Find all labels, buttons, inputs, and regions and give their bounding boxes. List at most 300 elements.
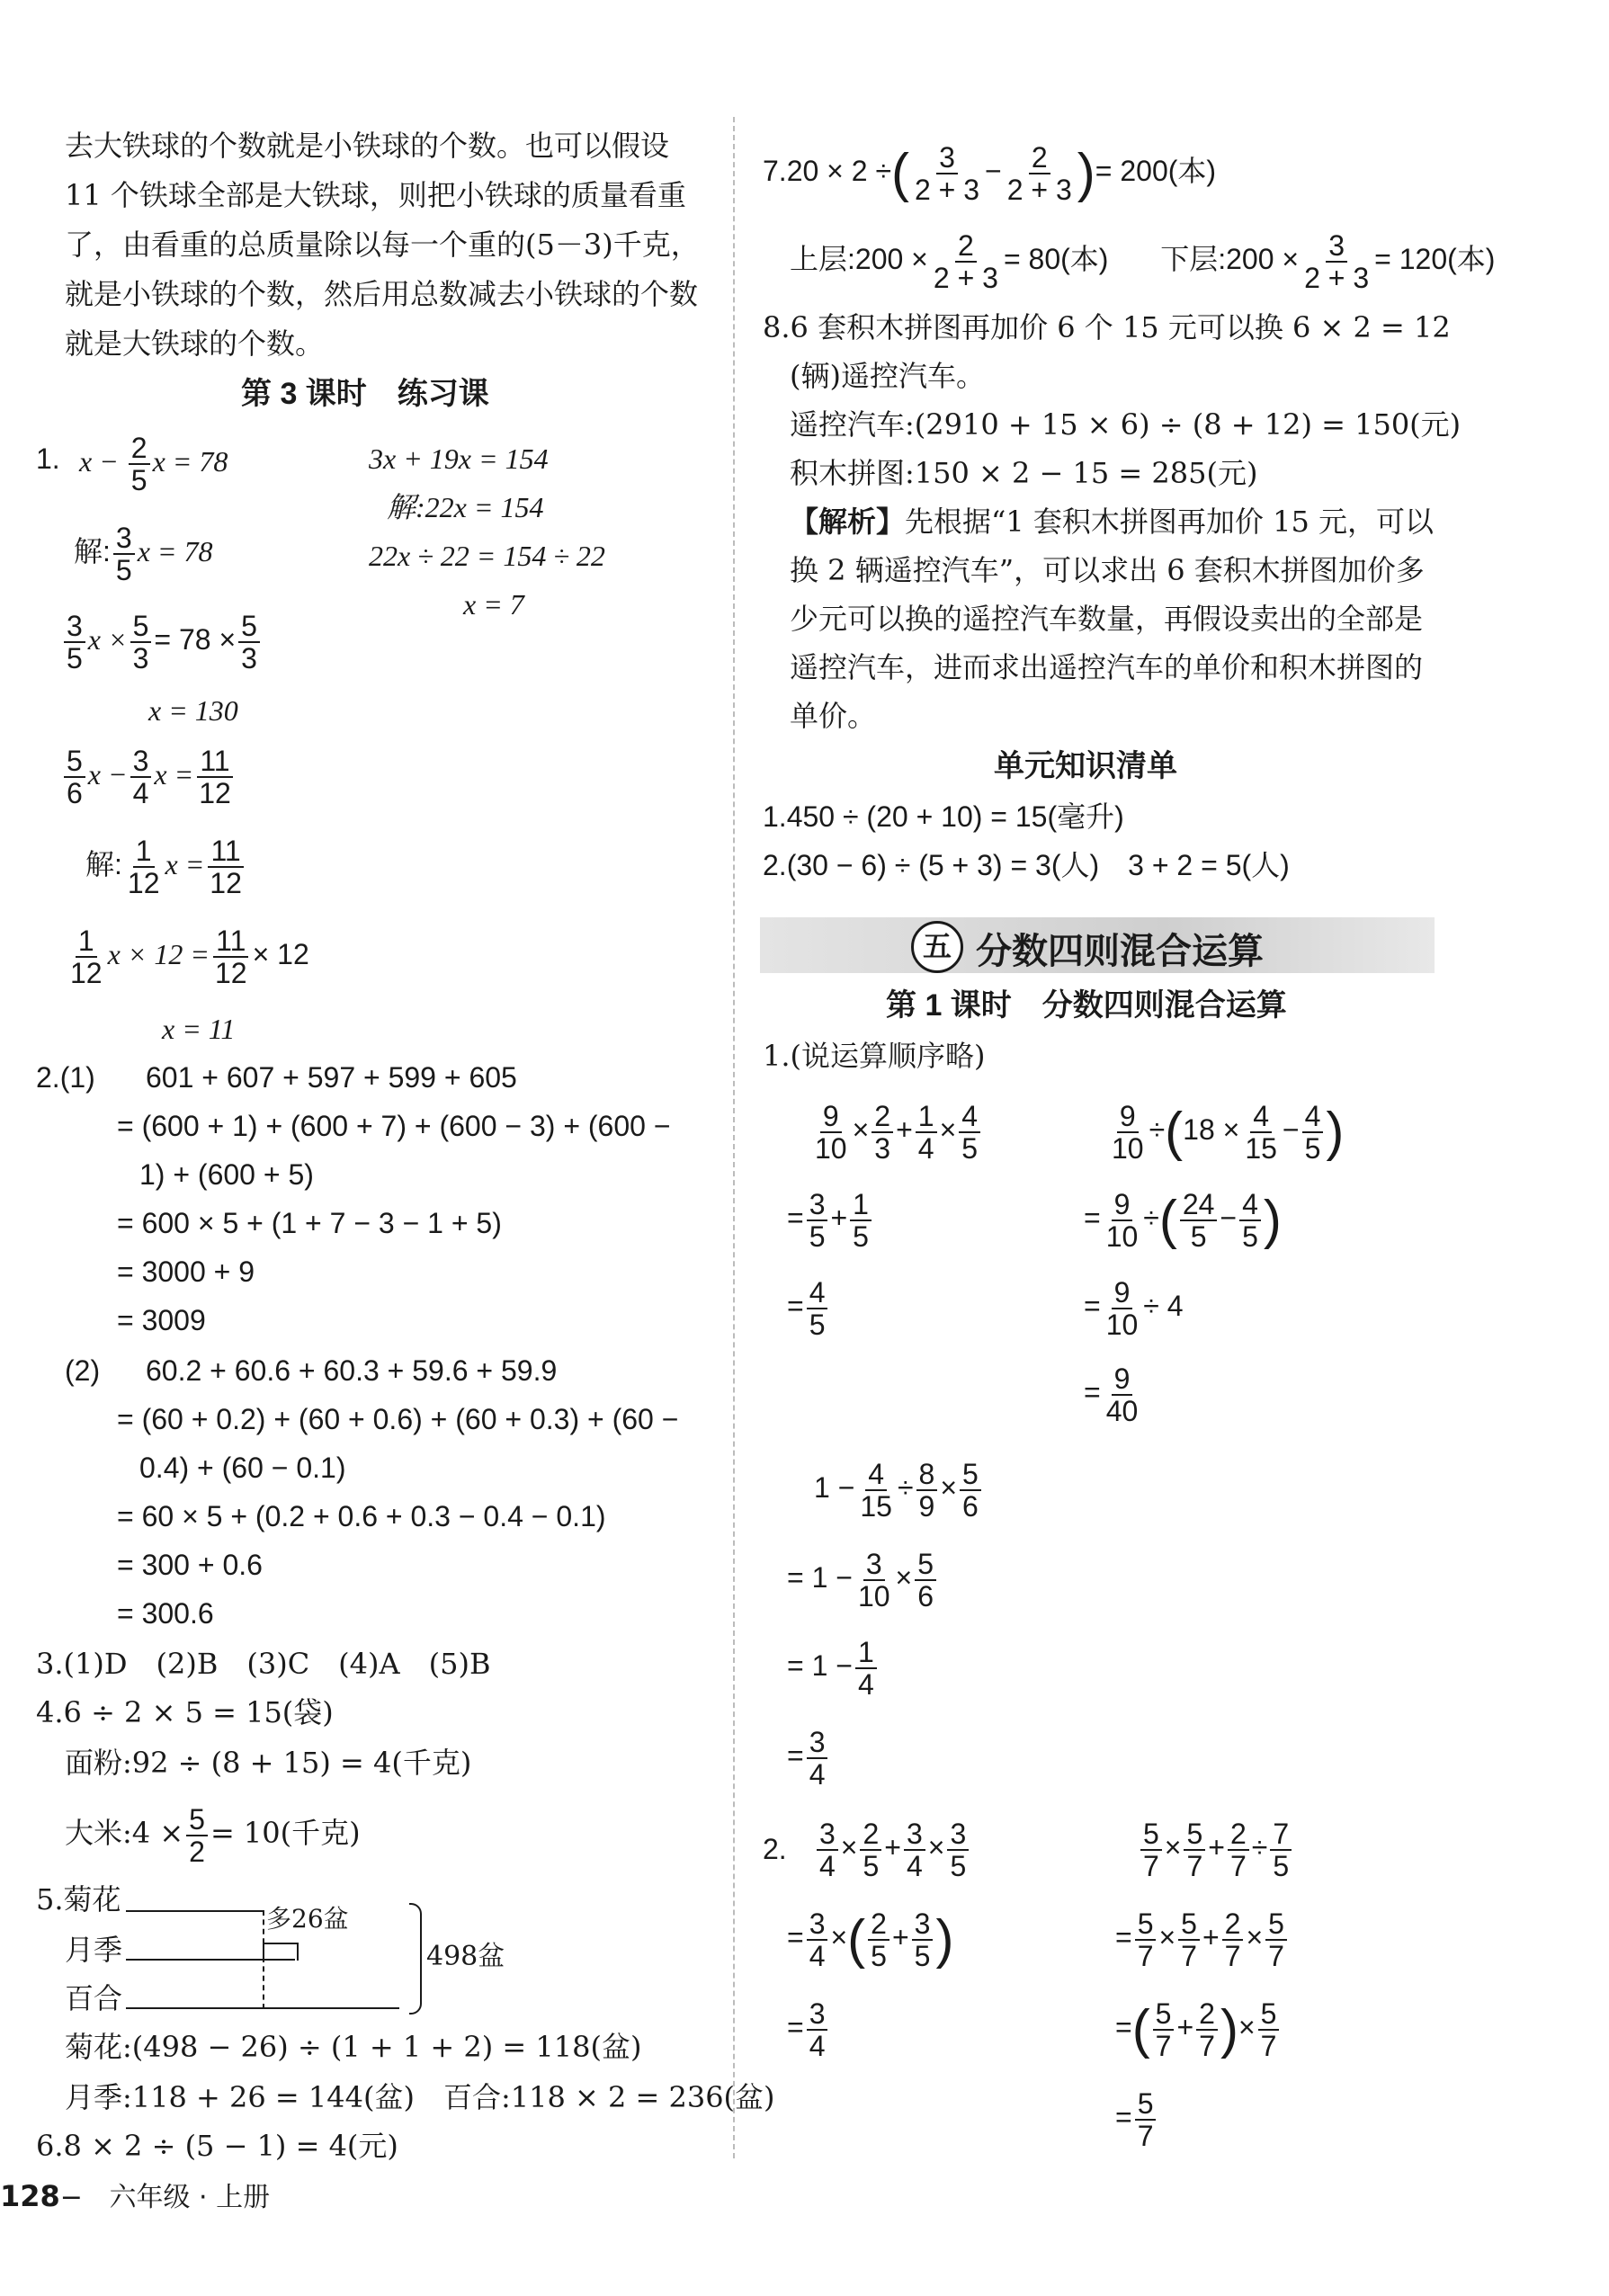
analysis-line-3: 少元可以换的遥控汽车数量，再假设卖出的全部是	[790, 602, 1424, 636]
grade-label: 六年级 · 上册	[109, 2182, 271, 2213]
fraction	[1258, 1998, 1280, 2061]
r1a-eq1: $\frac{9}{10}$ × $\frac{2}{3}$ + $\frac{1}{4}$ × $\frac{4}{5}$	[809, 1095, 983, 1164]
fraction	[1178, 1908, 1200, 1971]
q2b-line6: = 300.6	[117, 1597, 214, 1630]
unit-title: 分数四则混合运算	[976, 931, 1264, 972]
fraction-num: 3	[904, 1818, 925, 1851]
fraction	[959, 1101, 980, 1164]
fraction	[807, 1277, 828, 1340]
paren-open: (	[847, 1908, 866, 1970]
fraction	[947, 1818, 969, 1881]
q6-line: 6.8 × 2 ÷ (5 − 1) = 4(元)	[36, 2129, 398, 2163]
fraction-num: 11	[208, 835, 243, 868]
fraction	[807, 1908, 828, 1971]
intro-line-5: 就是大铁球的个数。	[65, 326, 325, 361]
r2b-eq2: = $\frac{5}{7}$ × $\frac{5}{7}$ + $\frac{2}{7}$ × $\frac{5}{7}$	[1115, 1903, 1290, 1971]
q2b-line4: = 60 × 5 + (0.2 + 0.6 + 0.3 − 0.4 − 0.1)	[117, 1500, 606, 1532]
fraction-den: 3	[241, 641, 257, 675]
q5-total-brace	[409, 1903, 422, 2015]
fraction-den: 5	[1190, 1219, 1207, 1253]
q7-line2	[790, 225, 1495, 293]
fraction	[860, 1818, 881, 1881]
fraction	[807, 1998, 828, 2061]
fraction	[1196, 1998, 1218, 2061]
fraction-num: 2	[1029, 142, 1050, 174]
fraction-num: 5	[1140, 1818, 1162, 1851]
q7-up: 上层:200 ×	[790, 243, 928, 275]
fraction-den: 7	[1143, 1849, 1159, 1882]
fraction-num: 3	[1326, 230, 1347, 263]
r1c-pre: 1 −	[814, 1471, 855, 1504]
q1c-result: x = 11	[162, 1013, 236, 1045]
fraction-num: 4	[865, 1459, 887, 1491]
fraction-den: 7	[1186, 1849, 1203, 1882]
q5-total: 498盆	[426, 1941, 505, 1972]
fraction	[1135, 2088, 1157, 2151]
fraction-num: 5	[238, 611, 260, 643]
fraction	[1135, 1908, 1157, 1971]
q1a-eq3	[61, 608, 263, 674]
fraction-den: 5	[809, 1308, 826, 1341]
q1b-line4: x = 7	[463, 588, 524, 621]
fraction-den: 4	[132, 776, 149, 809]
fraction-num: 1	[133, 835, 155, 868]
r1c-eq1: 1 − $\frac{4}{15}$ ÷ $\frac{8}{9}$ × $\frac{5}{6}$	[814, 1453, 984, 1522]
fraction-num: 3	[936, 142, 958, 174]
r1a-eq3: = $\frac{4}{5}$	[787, 1272, 830, 1340]
q1c-tail: × 12	[252, 938, 309, 970]
fraction-den: 12	[199, 776, 231, 809]
knowledge-item-2: 2.(30 − 6) ÷ (5 + 3) = 3(人) 3 + 2 = 5(人)	[763, 849, 1290, 881]
fraction-den: 4	[809, 1939, 826, 1972]
analysis-line-1	[790, 504, 1434, 540]
q4-line3	[65, 1799, 361, 1867]
analysis-tag: 【解析】	[790, 505, 906, 539]
fraction-num: 3	[863, 1549, 885, 1581]
q1a-eq2	[74, 520, 213, 585]
fraction-den: 4	[906, 1849, 923, 1882]
fraction-num: 9	[1112, 1277, 1133, 1309]
fraction-den: 10	[1105, 1308, 1139, 1341]
fraction	[212, 925, 250, 988]
fraction-den: 5	[853, 1219, 869, 1253]
fraction	[904, 1818, 925, 1881]
fraction-num: 1	[916, 1101, 937, 1133]
column-divider	[733, 117, 735, 2158]
fraction-num: 8	[916, 1459, 938, 1491]
fraction	[1140, 1818, 1162, 1881]
fraction-num: 3	[947, 1818, 969, 1851]
fraction-den: 2 + 3	[1304, 261, 1370, 294]
intro-line-4: 就是小铁球的个数，然后用总数减去小铁球的个数	[65, 277, 699, 311]
fraction-num: 7	[1270, 1818, 1292, 1851]
page-number: 128	[0, 2179, 60, 2213]
q2a-line2: = (600 + 1) + (600 + 7) + (600 − 3) + (600 −	[117, 1110, 671, 1142]
fraction	[1301, 230, 1372, 293]
r2b-eq4: = $\frac{5}{7}$	[1115, 2083, 1158, 2151]
fraction	[850, 1189, 872, 1252]
q7-line1	[763, 137, 1216, 208]
fraction-num: 5	[1153, 1998, 1175, 2031]
fraction-den: 4	[917, 1131, 934, 1165]
paren-close: )	[1326, 1101, 1345, 1162]
fraction-num: 2	[129, 433, 150, 465]
fraction-num: 2	[955, 230, 977, 263]
q1b-line1: 3x + 19x = 154	[369, 442, 549, 475]
q1a-e3a: x ×	[87, 623, 128, 656]
fraction-den: 10	[815, 1131, 847, 1165]
page-footer	[0, 2175, 270, 2214]
fraction-den: 2 + 3	[1006, 173, 1072, 206]
fraction	[125, 835, 163, 898]
fraction-den: 5	[863, 1849, 880, 1882]
fraction-num: 11	[213, 925, 248, 958]
fraction-den: 5	[67, 641, 83, 675]
q1a-e2b: x = 78	[137, 535, 213, 567]
fraction-num: 11	[197, 746, 232, 778]
fraction	[1242, 1101, 1280, 1164]
fraction-den: 7	[1224, 1939, 1241, 1972]
fraction	[916, 1101, 937, 1164]
fraction-num: 3	[807, 1189, 828, 1221]
fraction-den: 7	[1260, 2029, 1277, 2062]
q2-label: 2.(1)	[36, 1061, 95, 1094]
fraction	[1184, 1818, 1205, 1881]
fraction-num: 5	[186, 1804, 208, 1836]
q2a-line4: = 600 × 5 + (1 + 7 − 3 − 1 + 5)	[117, 1207, 502, 1239]
q1a-result: x = 130	[148, 694, 238, 727]
fraction	[868, 1908, 889, 1971]
q1a-e1: x −	[79, 445, 126, 478]
fraction-num: 4	[807, 1277, 828, 1309]
q7-a: 7.20 × 2 ÷	[763, 155, 891, 187]
fraction-num: 3	[807, 1908, 828, 1941]
fraction	[1109, 1101, 1147, 1164]
fraction-num: 3	[817, 1818, 838, 1851]
q5-bar-juhua	[126, 1910, 263, 1912]
q1c-mid: x −	[87, 758, 128, 791]
r1b-eq4: = $\frac{9}{40}$	[1084, 1358, 1143, 1426]
fraction-den: 10	[1105, 1219, 1139, 1253]
q1c-mid4: x × 12 =	[107, 938, 210, 970]
q2b-label: (2)	[65, 1354, 101, 1387]
fraction-num: 5	[1265, 1908, 1287, 1941]
q5-bracket	[263, 1943, 299, 1961]
r2b-eq3: =( $\frac{5}{7}$ + $\frac{2}{7}$ )× $\frac{5}{7}$	[1115, 1993, 1282, 2064]
analysis-line-4: 遥控汽车，进而求出遥控汽车的单价和积木拼图的	[790, 650, 1424, 684]
fraction	[64, 611, 85, 674]
q2b-line3: 0.4) + (60 − 0.1)	[139, 1452, 346, 1484]
fraction-den: 40	[1105, 1394, 1139, 1427]
fraction-den: 5	[1273, 1849, 1290, 1882]
unit-banner	[760, 917, 1435, 973]
r1b-eq1: $\frac{9}{10}$ ÷(18 × $\frac{4}{15}$ − $\frac{4}{5}$ )	[1106, 1095, 1344, 1166]
fraction-num: 4	[959, 1101, 980, 1133]
q8-line2: (辆)遥控汽车。	[790, 359, 985, 393]
fraction-den: 12	[70, 956, 103, 989]
q8-line3: 遥控汽车:(2910 + 15 × 6) ÷ (8 + 12) = 150(元)	[790, 407, 1462, 442]
fraction	[186, 1804, 208, 1867]
fraction	[1104, 1277, 1141, 1340]
fraction-den: 12	[210, 866, 242, 899]
fraction	[1104, 1189, 1141, 1252]
q2b-line5: = 300 + 0.6	[117, 1549, 263, 1581]
q2a-line5: = 3000 + 9	[117, 1255, 255, 1288]
q2b-line1: 60.2 + 60.6 + 60.3 + 59.6 + 59.9	[146, 1354, 558, 1387]
r1c-s3: = 1 −	[787, 1649, 853, 1682]
fraction-num: 24	[1180, 1189, 1218, 1221]
fraction	[64, 746, 85, 809]
fraction-den: 2 + 3	[933, 261, 998, 294]
q1c-mid3: x =	[165, 848, 205, 880]
fraction-den: 5	[914, 1939, 931, 1972]
lesson3-title: 第 3 课时 练习课	[241, 377, 489, 411]
jie-label: 解:	[74, 535, 111, 567]
paren-open: (	[1158, 1189, 1177, 1250]
q4-l3b: = 10(千克)	[210, 1816, 361, 1850]
q7-mid: −	[985, 155, 1002, 187]
fraction-den: 5	[961, 1131, 979, 1165]
fraction	[1228, 1818, 1249, 1881]
fraction-den: 12	[127, 866, 160, 899]
q2a-line1: 601 + 607 + 597 + 599 + 605	[146, 1061, 517, 1094]
fraction-num: 9	[1112, 1363, 1133, 1396]
paren-close: )	[1263, 1189, 1282, 1250]
fraction	[807, 1727, 828, 1790]
fraction-num: 3	[64, 611, 85, 643]
r1a-eq2: = $\frac{3}{5}$ + $\frac{1}{5}$	[787, 1184, 874, 1252]
r1b-eq2: = $\frac{9}{10}$ ÷( $\frac{24}{5}$ − $\frac{4}{5}$ )	[1084, 1187, 1282, 1253]
fraction	[855, 1637, 877, 1700]
q5-label	[36, 1881, 121, 1917]
q8-line4: 积木拼图:150 × 2 − 15 = 285(元)	[790, 456, 1258, 490]
fraction-den: 3	[132, 641, 149, 675]
q5-line2: 月季:118 + 26 = 144(盆) 百合:118 × 2 = 236(盆)	[65, 2080, 775, 2114]
fraction-den: 5	[130, 463, 147, 496]
fraction-num: 3	[912, 1908, 934, 1941]
fraction	[1153, 1998, 1175, 2061]
fraction-num: 2	[1228, 1818, 1249, 1851]
fraction	[915, 1549, 936, 1612]
fraction	[1302, 1101, 1324, 1164]
q1a-e3b: = 78 ×	[154, 623, 237, 656]
page-dash: −	[59, 2182, 83, 2213]
fraction-num: 1	[76, 925, 97, 958]
q8-line1: 8.6 套积木拼图再加价 6 个 15 元可以换 6 × 2 = 12	[763, 310, 1451, 344]
unit-number: 五	[911, 921, 963, 973]
fraction	[807, 1189, 828, 1252]
jie-label: 解:	[85, 848, 122, 880]
fraction	[1265, 1908, 1287, 1971]
q1a-e1b: x = 78	[152, 445, 228, 478]
intro-line-2: 11 个铁球全部是大铁球，则把小铁球的质量看重	[65, 178, 686, 212]
fraction-den: 7	[1199, 2029, 1215, 2062]
fraction-num: 5	[1184, 1818, 1205, 1851]
fraction	[912, 142, 982, 205]
analysis-text-1: 先根据“1 套积木拼图再加价 15 元，可以	[905, 505, 1434, 539]
q4-line2: 面粉:92 ÷ (8 + 15) = 4(千克)	[65, 1746, 472, 1780]
intro-line-1: 去大铁球的个数就是小铁球的个数。也可以假设	[65, 129, 670, 163]
paren-close: )	[1077, 142, 1095, 203]
fraction-num: 2	[868, 1908, 889, 1941]
fraction-den: 4	[809, 2029, 826, 2062]
fraction-den: 15	[1245, 1131, 1277, 1165]
lesson1-title: 第 1 课时 分数四则混合运算	[886, 988, 1287, 1023]
fraction-den: 7	[1137, 1939, 1154, 1972]
fraction-den: 7	[1181, 1939, 1197, 1972]
fraction-num: 5	[960, 1459, 981, 1491]
q3-answers: 3.(1)D (2)B (3)C (4)A (5)B	[36, 1647, 491, 1681]
q1c-eq3	[65, 923, 309, 988]
q5-baihe: 百合	[65, 1981, 123, 2015]
r1b-eq3: = $\frac{9}{10}$ ÷ 4	[1084, 1275, 1184, 1341]
fraction-den: 5	[871, 1939, 887, 1972]
q5-more: 多26盆	[266, 1904, 349, 1934]
fraction-num: 2	[1196, 1998, 1218, 2031]
fraction	[1005, 142, 1075, 205]
fraction-num: 5	[1258, 1998, 1280, 2031]
fraction	[855, 1549, 893, 1612]
fraction-den: 2	[189, 1835, 205, 1868]
fraction-num: 2	[860, 1818, 881, 1851]
intro-line-3: 了，由看重的总质量除以每一个重的(5－3)千克，	[65, 228, 700, 262]
fraction-num: 5	[1135, 2088, 1157, 2121]
q4-line1: 4.6 ÷ 2 × 5 = 15(袋)	[36, 1695, 334, 1729]
fraction-den: 10	[857, 1579, 890, 1613]
fraction-den: 7	[1137, 2119, 1154, 2152]
q7-upr: = 80(本)	[1003, 243, 1109, 275]
fraction-den: 5	[1242, 1219, 1258, 1253]
fraction	[130, 611, 152, 674]
q5-yueji: 月季	[65, 1933, 123, 1967]
knowledge-title: 单元知识清单	[994, 749, 1177, 783]
r1c-eq3	[787, 1631, 880, 1700]
analysis-line-5: 单价。	[790, 699, 877, 733]
fraction	[196, 746, 234, 809]
fraction-num: 4	[1250, 1101, 1272, 1133]
r1c-s2: = 1 −	[787, 1561, 853, 1594]
fraction-den: 4	[857, 1667, 874, 1701]
fraction	[960, 1459, 981, 1522]
fraction-num: 9	[1117, 1101, 1139, 1133]
fraction-den: 2 + 3	[914, 173, 980, 206]
fraction-num: 2	[872, 1101, 893, 1133]
fraction-den: 6	[917, 1579, 934, 1613]
r2-label: 2.	[763, 1833, 787, 1865]
r1-label: 1.(说运算顺序略)	[763, 1039, 986, 1073]
fraction-den: 7	[1229, 1849, 1247, 1882]
fraction-den: 7	[1155, 2029, 1172, 2062]
fraction-den: 10	[1112, 1131, 1144, 1165]
r2a-eq3: = $\frac{3}{4}$	[787, 1993, 830, 2061]
q4-l3a: 大米:4 ×	[65, 1816, 184, 1850]
fraction-num: 1	[855, 1637, 877, 1669]
q1-label: 1.	[36, 442, 60, 475]
q7-dn: 下层:200 ×	[1160, 243, 1300, 275]
q1c-eq2	[85, 833, 247, 898]
fraction	[857, 1459, 895, 1522]
q1c-mid2: x =	[154, 758, 194, 791]
paren-close: )	[935, 1908, 954, 1970]
fraction	[912, 1908, 934, 1971]
fraction-den: 12	[214, 956, 247, 989]
knowledge-item-1: 1.450 ÷ (20 + 10) = 15(毫升)	[763, 800, 1124, 833]
q2a-line3: 1) + (600 + 5)	[139, 1158, 314, 1191]
fraction-num: 4	[1302, 1101, 1324, 1133]
fraction-num: 2	[1222, 1908, 1244, 1941]
fraction	[1239, 1189, 1261, 1252]
q1c-eq1	[61, 743, 237, 809]
fraction	[916, 1459, 938, 1522]
r2a-eq1: $\frac{3}{4}$ × $\frac{2}{5}$ + $\frac{3}{4}$ × $\frac{3}{5}$	[814, 1813, 971, 1881]
fraction-num: 3	[807, 1727, 828, 1759]
fraction	[238, 611, 260, 674]
q2b-line2: = (60 + 0.2) + (60 + 0.6) + (60 + 0.3) + (60 −	[117, 1403, 679, 1435]
fraction-den: 6	[67, 776, 83, 809]
fraction-num: 3	[130, 746, 152, 778]
fraction-den: 9	[918, 1489, 935, 1523]
r1b-pre: 18 ×	[1183, 1113, 1240, 1146]
fraction-num: 3	[113, 523, 135, 555]
fraction-num: 9	[820, 1101, 842, 1133]
paren-open: (	[1165, 1101, 1184, 1162]
fraction	[817, 1818, 838, 1881]
q5-juhua: 菊花	[63, 1882, 121, 1916]
fraction	[931, 230, 1001, 293]
q1b-line2: 解:22x = 154	[387, 491, 544, 523]
analysis-line-2: 换 2 辆遥控汽车”，可以求出 6 套积木拼图加价多	[790, 553, 1425, 587]
r2a-eq2: = $\frac{3}{4}$ ×( $\frac{2}{5}$ + $\frac{3}{5}$ )	[787, 1907, 954, 1972]
fraction	[1104, 1363, 1141, 1426]
fraction	[130, 746, 152, 809]
fraction	[67, 925, 105, 988]
fraction-den: 5	[1304, 1131, 1321, 1165]
fraction-num: 5	[1135, 1908, 1157, 1941]
fraction-num: 5	[1178, 1908, 1200, 1941]
fraction-num: 4	[1239, 1189, 1261, 1221]
q5-num: 5.	[36, 1882, 64, 1916]
q1b-line3: 22x ÷ 22 = 154 ÷ 22	[369, 540, 605, 572]
r1c-eq4: = $\frac{3}{4}$	[787, 1721, 830, 1790]
q1a-eq1	[79, 430, 228, 496]
fraction	[1270, 1818, 1292, 1881]
fraction	[113, 523, 135, 585]
paren-close: )	[1220, 1998, 1238, 2059]
r1c-eq2: = 1 − $\frac{3}{10}$ × $\frac{5}{6}$	[787, 1543, 939, 1612]
fraction-den: 4	[819, 1849, 836, 1882]
r1b-tail: ÷ 4	[1143, 1290, 1184, 1322]
fraction-den: 15	[860, 1489, 892, 1523]
fraction-den: 5	[950, 1849, 967, 1882]
fraction-num: 5	[130, 611, 152, 643]
fraction-num: 5	[64, 746, 85, 778]
fraction	[872, 1101, 893, 1164]
paren-open: (	[891, 142, 909, 203]
fraction	[812, 1101, 850, 1164]
fraction	[207, 835, 245, 898]
fraction-num: 9	[1112, 1189, 1133, 1221]
r2b-eq1: $\frac{5}{7}$ × $\frac{5}{7}$ + $\frac{2}{7}$ ÷ $\frac{7}{5}$	[1138, 1813, 1294, 1881]
q7-tail: = 200(本)	[1095, 155, 1217, 187]
fraction-num: 1	[850, 1189, 872, 1221]
fraction-den: 5	[809, 1219, 826, 1253]
fraction-num: 5	[915, 1549, 936, 1581]
q7-dnr: = 120(本)	[1374, 243, 1496, 275]
q5-line1: 菊花:(498 − 26) ÷ (1 + 1 + 2) = 118(盆)	[65, 2030, 642, 2064]
fraction	[1180, 1189, 1218, 1252]
fraction-num: 3	[807, 1998, 828, 2031]
fraction-den: 6	[962, 1489, 979, 1523]
